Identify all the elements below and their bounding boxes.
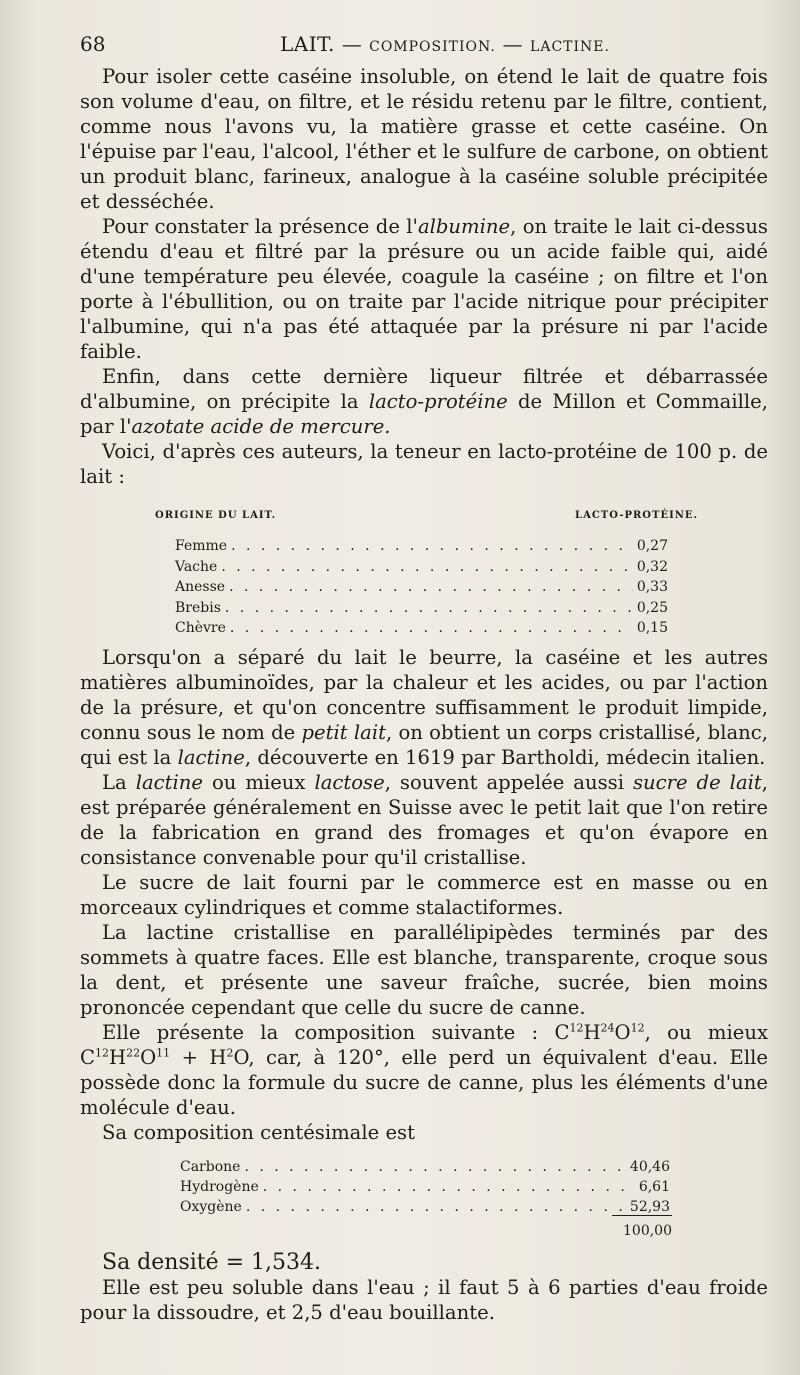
superscript: 22 bbox=[126, 1045, 141, 1059]
title-separator: — bbox=[334, 32, 370, 56]
paragraph: Voici, d'après ces auteurs, la teneur en lacto-protéine de 100 p. de lait : bbox=[80, 440, 768, 488]
row-label: Anesse bbox=[175, 579, 226, 595]
title-section: COMPOSITION. bbox=[369, 39, 496, 55]
text-run: Enfin, dans cette dernière liqueur filtrée et débarrassée d'albumine, on précipite la bbox=[80, 365, 768, 413]
text-run: H bbox=[583, 1020, 601, 1044]
paragraph: Elle est peu soluble dans l'eau ; il faut 5 à 6 parties d'eau froide pour la dissoudre, et 2,5 d'eau bouillante. bbox=[80, 1275, 768, 1324]
row-value: 40,46 bbox=[629, 1158, 670, 1175]
superscript: 12 bbox=[95, 1045, 109, 1059]
superscript: 12 bbox=[569, 1020, 584, 1034]
row-value: 0,25 bbox=[636, 599, 668, 616]
text-run: Pour constater la présence de l' bbox=[102, 215, 418, 238]
title-separator: — bbox=[495, 32, 531, 56]
protein-table bbox=[80, 499, 768, 637]
italic-term: azotate acide de mercure. bbox=[131, 415, 391, 438]
page-number: 68 bbox=[80, 32, 106, 56]
table-row bbox=[80, 534, 768, 555]
text-run: La bbox=[102, 770, 136, 794]
row-value: 0,32 bbox=[636, 558, 668, 575]
table-row bbox=[80, 616, 768, 637]
italic-term: petit lait bbox=[301, 720, 386, 744]
table-row bbox=[80, 1175, 768, 1195]
superscript: 11 bbox=[156, 1045, 171, 1059]
title-sub: LACTINE. bbox=[530, 39, 610, 55]
total-value: 100,00 bbox=[612, 1215, 672, 1244]
paragraph bbox=[80, 1020, 768, 1120]
row-value: 6,61 bbox=[638, 1178, 670, 1195]
italic-term: lactose bbox=[314, 770, 385, 794]
row-value: 0,15 bbox=[636, 620, 668, 636]
row-value: 0,27 bbox=[636, 538, 668, 554]
column-header-origin: ORIGINE DU LAIT. bbox=[155, 510, 277, 521]
text-run: , on obtient un corps cristallisé, blanc, qui est la bbox=[80, 720, 768, 769]
title-main: LAIT. bbox=[280, 32, 335, 56]
table-row bbox=[80, 1195, 768, 1215]
leader-dots bbox=[230, 616, 633, 641]
composition-table bbox=[80, 1155, 768, 1244]
text-run: Elle présente la composition suivante : C bbox=[102, 1020, 570, 1044]
paragraph: Sa composition centésimale est bbox=[102, 1120, 415, 1144]
table-header bbox=[80, 499, 768, 534]
paragraph bbox=[80, 770, 768, 870]
paragraph bbox=[80, 214, 768, 364]
row-label: Oxygène bbox=[180, 1198, 242, 1215]
italic-term: lactine bbox=[135, 770, 203, 794]
text-run: , découverte en 1619 par Bartholdi, médecin italien. bbox=[244, 745, 766, 769]
italic-term: lactine bbox=[177, 745, 245, 769]
text-run: H bbox=[109, 1045, 127, 1069]
superscript: 12 bbox=[630, 1020, 645, 1034]
paragraph: La lactine cristallise en parallélipipèdes terminés par des sommets à quatre faces. Elle est blanche, transparente, croque sous la dent, et présente une saveur fraîche, sucrée, bien moins prononcée cependant que celle du sucre de canne. bbox=[80, 920, 768, 1019]
running-title bbox=[280, 32, 610, 56]
row-label: Hydrogène bbox=[180, 1178, 259, 1195]
row-label: Vache bbox=[175, 558, 218, 575]
table-row bbox=[80, 596, 768, 617]
italic-term: albumine bbox=[417, 215, 511, 238]
row-value: 0,33 bbox=[636, 579, 668, 595]
italic-term: sucre de lait bbox=[632, 770, 762, 794]
row-value: 52,93 bbox=[629, 1198, 670, 1215]
text-run: , on traite le lait ci-dessus étendu d'eau et filtré par la présure ou un acide faible qui, aidé d'une température peu élevée, coagule la caséine ; on filtre et l'on porte à l'ébullition, ou on traite par l'acide nitrique pour précipiter l'albumine, qui n'a pas été attaquée par la présure ni par l'acide faible. bbox=[80, 215, 768, 363]
paragraph: Le sucre de lait fourni par le commerce est en masse ou en morceaux cylindriques et comme stalactiformes. bbox=[80, 870, 768, 919]
row-label: Brebis bbox=[175, 599, 221, 616]
table-row bbox=[80, 1155, 768, 1175]
text-run: + H bbox=[170, 1045, 227, 1069]
text-run: O, car, à 120°, elle perd un équivalent d'eau. Elle possède donc la formule du sucre de canne, plus les éléments d'une molécule d'eau. bbox=[80, 1045, 768, 1119]
superscript: 2 bbox=[226, 1045, 234, 1059]
running-header bbox=[80, 32, 770, 58]
text-run: , ou mieux C bbox=[80, 1020, 769, 1069]
superscript: 24 bbox=[600, 1020, 615, 1034]
table-row bbox=[80, 555, 768, 576]
text-run: O bbox=[140, 1045, 157, 1069]
paragraph bbox=[80, 645, 768, 770]
text-run: de Millon et Commaille, par l' bbox=[80, 390, 768, 438]
text-run: O bbox=[614, 1020, 631, 1044]
paragraph: Sa densité = 1,534. bbox=[102, 1249, 322, 1275]
text-run: , est préparée généralement en Suisse avec le petit lait que l'on retire de la fabrication en grand des fromages et qu'on évapore en consistance convenable pour qu'il cristallise. bbox=[80, 770, 768, 869]
text-run: ou mieux bbox=[202, 770, 315, 794]
paragraph bbox=[80, 364, 768, 439]
row-label: Femme bbox=[175, 538, 228, 554]
table-row bbox=[80, 575, 768, 596]
row-label: Carbone bbox=[180, 1158, 241, 1175]
text-run: , souvent appelée aussi bbox=[384, 770, 633, 794]
body-text bbox=[80, 64, 768, 1325]
italic-term: lacto-protéine bbox=[368, 390, 508, 413]
text-run: Lorsqu'on a séparé du lait le beurre, la caséine et les autres matières albuminoïdes, par la chaleur et les acides, ou par l'action de la présure, et qu'on concentre suffisamment le produit limpide, connu sous le nom de bbox=[80, 645, 768, 744]
row-label: Chèvre bbox=[175, 620, 226, 636]
column-header-protein: LACTO-PROTÉINE. bbox=[575, 510, 698, 521]
paragraph: Pour isoler cette caséine insoluble, on étend le lait de quatre fois son volume d'eau, on filtre, et le résidu retenu par le filtre, contient, comme nous l'avons vu, la matière grasse et cette caséine. On l'épuise par l'eau, l'alcool, l'éther et le sulfure de carbone, on obtient un produit blanc, farineux, analogue à la caséine soluble précipitée et desséchée. bbox=[80, 65, 768, 213]
leader-dots bbox=[246, 1195, 626, 1220]
